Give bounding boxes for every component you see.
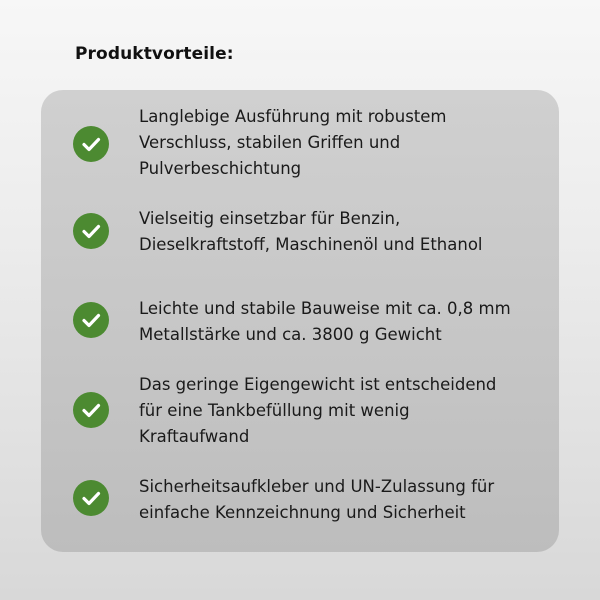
benefit-line: Leichte und stabile Bauweise mit ca. 0,8 mm (139, 299, 511, 318)
check-circle-icon (73, 392, 109, 428)
check-circle-icon (73, 213, 109, 249)
benefit-line: Dieselkraftstoff, Maschinenöl und Ethanol (139, 235, 483, 254)
benefit-text (139, 372, 549, 450)
benefit-text (139, 296, 549, 348)
benefit-line: Vielseitig einsetzbar für Benzin, (139, 209, 401, 228)
benefit-line: Metallstärke und ca. 3800 g Gewicht (139, 325, 442, 344)
check-circle-icon (73, 126, 109, 162)
benefit-line: für eine Tankbefüllung mit wenig (139, 401, 410, 420)
benefit-text (139, 474, 549, 526)
check-circle-icon (73, 480, 109, 516)
benefit-line: Das geringe Eigengewicht ist entscheidend (139, 375, 497, 394)
benefit-line: Sicherheitsaufkleber und UN-Zulassung für (139, 477, 495, 496)
benefit-text (139, 104, 549, 182)
benefit-line: Langlebige Ausführung mit robustem (139, 107, 447, 126)
benefit-line: Pulverbeschichtung (139, 159, 302, 178)
benefit-line: Kraftaufwand (139, 427, 250, 446)
benefits-panel (41, 90, 559, 552)
page-title: Produktvorteile: (75, 44, 234, 64)
benefit-text (139, 206, 549, 258)
check-circle-icon (73, 302, 109, 338)
benefit-line: einfache Kennzeichnung und Sicherheit (139, 503, 466, 522)
benefit-line: Verschluss, stabilen Griffen und (139, 133, 401, 152)
